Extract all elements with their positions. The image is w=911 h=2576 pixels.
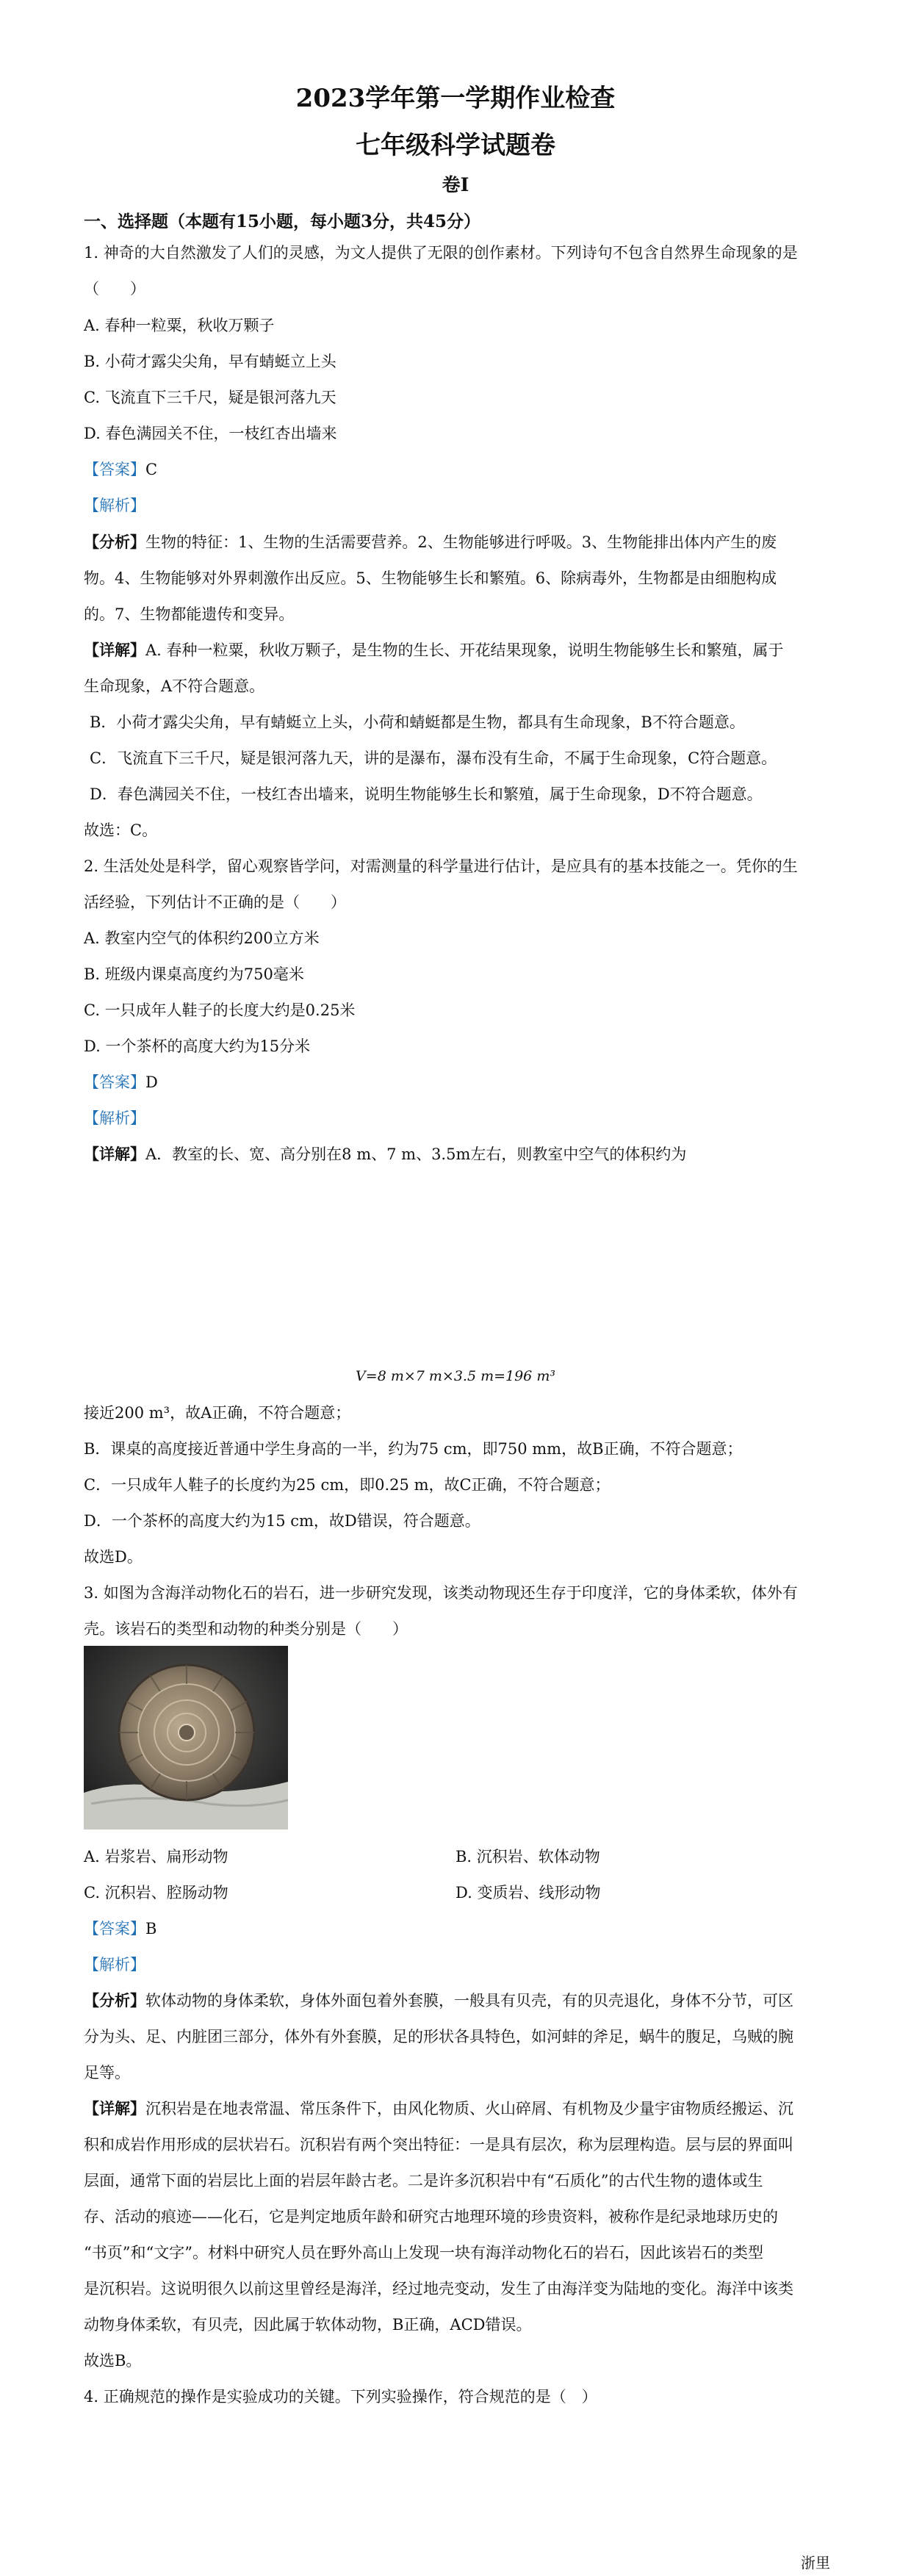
q3-xiangjie-line5: “书页”和“文字”。材料中研究人员在野外高山上发现一块有海洋动物化石的岩石，因此该岩石的类型: [84, 2244, 763, 2262]
q1-stem-line1: 1. 神奇的大自然激发了人们的灵感，为文人提供了无限的创作素材。下列诗句不包含自然界生命现象的是: [84, 244, 798, 262]
answer-value: C: [145, 461, 158, 478]
q3-xiangjie-line2: 积和成岩作用形成的层状岩石。沉积岩有两个突出特征：一是具有层次，称为层理构造。层与层的界面叫: [84, 2136, 793, 2154]
q2-line-b: B．课桌的高度接近普通中学生身高的一半，约为75 cm，即750 mm，故B正确，不符合题意；: [84, 1440, 743, 1458]
q1-xiangjie-line2: 生命现象，A不符合题意。: [84, 677, 265, 695]
q3-xiangjie-line1: [84, 2099, 793, 2118]
q2-option-a: A. 教室内空气的体积约200立方米: [84, 929, 320, 947]
q3-option-b: B. 沉积岩、软体动物: [455, 1848, 600, 1866]
q3-analysis-tag: 【解析】: [84, 1956, 145, 1974]
q2-equation: V=8 m×7 m×3.5 m=196 m³: [356, 1368, 555, 1384]
xiangjie-text: A．教室的长、宽、高分别在8 m、7 m、3.5m左右，则教室中空气的体积约为: [145, 1145, 687, 1163]
xiangjie-tag: 【详解】: [84, 2099, 145, 2118]
q1-stem-line2: （ ）: [84, 280, 145, 298]
q2-stem-line1: 2. 生活处处是科学，留心观察皆学问，对需测量的科学量进行估计，是应具有的基本技能之一。凭你的生: [84, 857, 798, 875]
q1-analysis-tag: 【解析】: [84, 497, 145, 514]
ammonite-fossil-image: [84, 1646, 288, 1830]
fenxi-tag: 【分析】: [84, 533, 145, 551]
answer-value: D: [145, 1073, 158, 1091]
q2-line-a2: 接近200 m³，故A正确，不符合题意；: [84, 1404, 351, 1422]
answer-tag: 【答案】: [84, 1920, 145, 1938]
answer-tag: 【答案】: [84, 461, 145, 478]
q1-xiangjie-c: C．飞流直下三千尺，疑是银河落九天，讲的是瀑布，瀑布没有生命，不属于生命现象，C符合题意。: [90, 749, 777, 767]
q2-stem-line2: 活经验，下列估计不正确的是（ ）: [84, 893, 346, 911]
q2-line-c: C．一只成年人鞋子的长度约为25 cm，即0.25 m，故C正确，不符合题意；: [84, 1476, 611, 1494]
q3-xiangjie-line6: 是沉积岩。这说明很久以前这里曾经是海洋，经过地壳变动，发生了由海洋变为陆地的变化。海洋中该类: [84, 2280, 793, 2298]
q3-fenxi-line2: 分为头、足、内脏团三部分，体外有外套膜，足的形状各具特色，如河蚌的斧足，蜗牛的腹足，乌贼的腕: [84, 2028, 793, 2046]
fenxi-text: 软体动物的身体柔软，身体外面包着外套膜，一般具有贝壳，有的贝壳退化，身体不分节，可区: [145, 1992, 793, 2010]
xiangjie-text: 沉积岩是在地表常温、常压条件下，由风化物质、火山碎屑、有机物及少量宇宙物质经搬运、沉: [145, 2100, 793, 2118]
q1-option-d: D. 春色满园关不住，一枝红杏出墙来: [84, 425, 337, 442]
q3-xiangjie-line7: 动物身体柔软，有贝壳，因此属于软体动物，B正确，ACD错误。: [84, 2316, 532, 2334]
q1-xiangjie-d: D．春色满园关不住，一枝红杏出墙来，说明生物能够生长和繁殖，属于生命现象，D不符合题意。: [90, 785, 763, 803]
volume-label: 卷Ⅰ: [442, 174, 469, 195]
q3-xiangjie-line4: 存、活动的痕迹——化石，它是判定地质年龄和研究古地理环境的珍贵资料，被称作是纪录地球历史的: [84, 2208, 778, 2226]
q1-conclusion: 故选：C。: [84, 821, 158, 839]
q1-xiangjie-b: B．小荷才露尖尖角，早有蜻蜓立上头，小荷和蜻蜓都是生物，都具有生命现象，B不符合题意。: [90, 713, 745, 731]
q1-xiangjie-line1: [84, 641, 784, 660]
q1-fenxi-line1: [84, 533, 777, 552]
xiangjie-tag: 【详解】: [84, 1145, 145, 1163]
q2-option-c: C. 一只成年人鞋子的长度大约是0.25米: [84, 1001, 356, 1019]
q3-option-a: A. 岩浆岩、扁形动物: [84, 1848, 228, 1866]
fenxi-tag: 【分析】: [84, 1991, 145, 2010]
q1-fenxi-line3: 的。7、生物都能遗传和变异。: [84, 605, 295, 623]
q3-conclusion: 故选B。: [84, 2352, 142, 2370]
fenxi-text: 生物的特征：1、生物的生活需要营养。2、生物能够进行呼吸。3、生物能排出体内产生的废: [145, 533, 777, 551]
q3-stem-line2: 壳。该岩石的类型和动物的种类分别是（ ）: [84, 1620, 408, 1638]
q2-answer: [84, 1073, 158, 1092]
q2-option-d: D. 一个茶杯的高度大约为15分米: [84, 1037, 311, 1055]
xiangjie-tag: 【详解】: [84, 641, 145, 659]
q1-option-a: A. 春种一粒粟，秋收万颗子: [84, 317, 275, 334]
q2-option-b: B. 班级内课桌高度约为750毫米: [84, 965, 304, 983]
q2-analysis-tag: 【解析】: [84, 1109, 145, 1127]
exam-subtitle: 七年级科学试题卷: [356, 131, 555, 160]
page-footer: 浙里: [801, 2554, 830, 2572]
q3-option-d: D. 变质岩、线形动物: [455, 1884, 601, 1902]
q3-answer: [84, 1919, 156, 1938]
q1-answer: [84, 460, 157, 479]
exam-title: 2023学年第一学期作业检查: [295, 84, 616, 113]
q3-stem-line1: 3. 如图为含海洋动物化石的岩石，进一步研究发现，该类动物现还生存于印度洋，它的身体柔软，体外有: [84, 1584, 798, 1602]
q3-xiangjie-line3: 层面，通常下面的岩层比上面的岩层年龄古老。二是许多沉积岩中有“石质化”的古代生物的遗体或生: [84, 2172, 763, 2190]
answer-tag: 【答案】: [84, 1073, 145, 1091]
q2-line-d: D．一个茶杯的高度大约为15 cm，故D错误，符合题意。: [84, 1512, 480, 1530]
xiangjie-text: A. 春种一粒粟，秋收万颗子，是生物的生长、开花结果现象，说明生物能够生长和繁殖，属于: [145, 641, 784, 659]
q3-fenxi-line3: 足等。: [84, 2064, 130, 2082]
q1-option-b: B. 小荷才露尖尖角，早有蜻蜓立上头: [84, 353, 336, 370]
q2-xiangjie-line1: [84, 1145, 686, 1164]
fossil-illustration: [84, 1646, 288, 1830]
q3-option-c: C. 沉积岩、腔肠动物: [84, 1884, 228, 1902]
q1-fenxi-line2: 物。4、生物能够对外界刺激作出反应。5、生物能够生长和繁殖。6、除病毒外，生物都是由细胞构成: [84, 569, 777, 587]
q2-conclusion: 故选D。: [84, 1548, 143, 1566]
q1-option-c: C. 飞流直下三千尺，疑是银河落九天: [84, 389, 336, 406]
section-heading: 一、选择题（本题有15小题，每小题3分，共45分）: [84, 212, 481, 231]
answer-value: B: [145, 1920, 157, 1938]
q3-fenxi-line1: [84, 1991, 793, 2010]
q4-stem-line1: 4. 正确规范的操作是实验成功的关键。下列实验操作，符合规范的是（ ）: [84, 2388, 597, 2406]
